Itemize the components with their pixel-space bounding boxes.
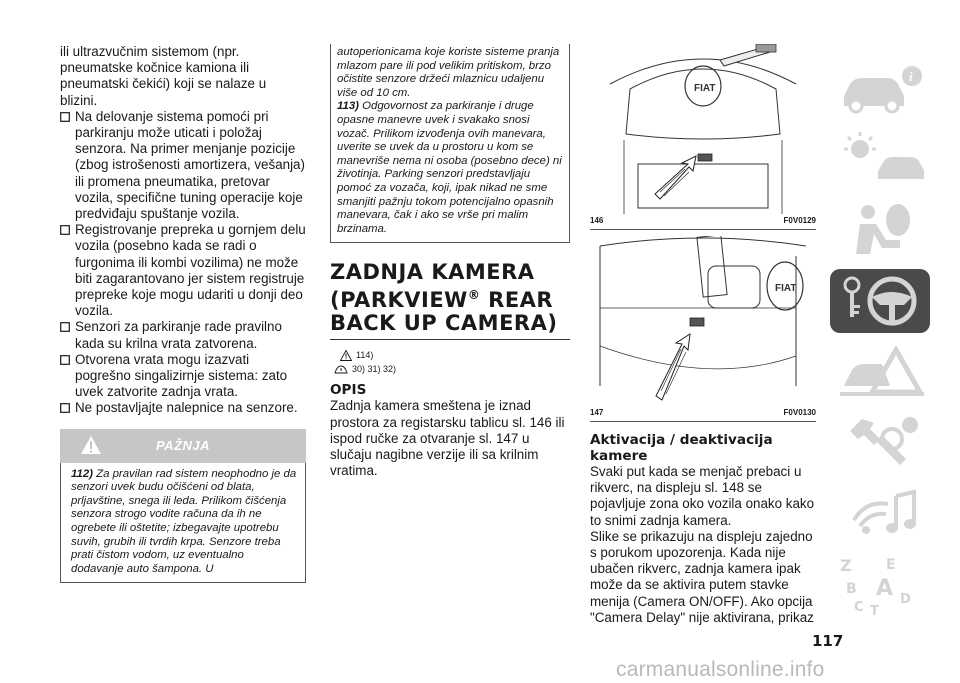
breakdown-warning-icon (830, 340, 930, 404)
chapter-sidebar (830, 56, 938, 624)
index-letter: A (876, 576, 894, 601)
index-letters-icon (830, 553, 930, 617)
activation-paragraph-1: Svaki put kada se menjač prebaci u rikverc, na displeju sl. 148 se pojavljuje zona oko vozila onako kako to snimi zadnja kamera. (590, 464, 815, 528)
subheading-opis: OPIS (330, 382, 367, 399)
rear-camera-plate-illustration (590, 44, 816, 230)
maintenance-tools-icon (830, 411, 930, 475)
warning-text: Za pravilan rad sistem neophodno je da senzori uvek budu očišćeni od blata, prljavštine, snega ili leda. Prilikom čišćenja senzora strogo vodite računa da ih ne ogrebete ili oštetite; izbegavajte upotrebu suvih, grubih ili tvrdih krpa. Senzore treba prati čistom vodom, uz eventualno dodavanje auto šampona. U (71, 467, 297, 575)
index-letter: B (846, 581, 857, 597)
warning-header (60, 429, 306, 463)
intro-paragraph: ili ultrazvučnim sistemom (npr. pneumatske kočnice kamiona ili pneumatski čekići) koji se nalaze u blizini. (60, 44, 267, 108)
warning-title: PAŽNJA (155, 437, 211, 453)
steering-wheel-key-icon (830, 269, 930, 333)
tab-maintenance[interactable] (830, 411, 930, 475)
note-number: 113) (337, 100, 359, 113)
index-letter: T (870, 604, 879, 617)
warning-triangle-icon (340, 350, 352, 361)
svg-text:FIAT: FIAT (694, 83, 716, 94)
bullet-item (60, 319, 306, 351)
dashboard-lights-icon (830, 127, 930, 191)
bullet-item (60, 109, 306, 222)
figure-146 (590, 44, 816, 230)
bullet-text: Senzori za parkiranje rade pravilno kada su krilna vrata zatvorena. (75, 319, 282, 351)
figure-number: 147 (590, 408, 604, 417)
bullet-item (60, 222, 306, 319)
warning-continuation-box (330, 44, 570, 243)
warning-body (60, 463, 306, 584)
watermark: carmanualsonline.info (616, 658, 825, 681)
index-letter: Z (840, 556, 852, 575)
safety-airbag-icon (830, 198, 930, 262)
checkbox-bullet-icon (60, 112, 70, 122)
reference-row (330, 348, 570, 362)
svg-text:FIAT: FIAT (775, 283, 797, 294)
figure-number: 146 (590, 216, 604, 225)
rear-camera-handle-illustration (590, 236, 816, 422)
index-letter: C (854, 600, 864, 615)
note-continuation: autoperionicama koje koriste sisteme pranja mlazom pare ili pod velikim pritiskom, brzo očistite senzore držeći mlaznicu udaljenu više od 10 cm. (337, 46, 560, 99)
activation-paragraph-2: Slike se prikazuju na displeju zajedno s porukom upozorenja. Kada nije ubačen rikverc, zadnja kamera ipak može da se aktivira putem stavke menija (Camera ON/OFF). Ako opcija "Camera Delay" nije aktivirana, prikaz (590, 528, 814, 625)
index-letter: D (900, 592, 911, 607)
reference-row (330, 362, 570, 376)
caution-hand-icon (334, 364, 348, 375)
tab-multimedia[interactable] (830, 482, 930, 546)
figure-code: F0V0130 (783, 408, 816, 417)
bullet-text: Na delovanje sistema pomoći pri parkiranju može uticati i položaj senzora. Na primer menjanje pozicije (zbog istrošenosti amortizera, vešanja) ili promena pneumatika, pretovar vozila, specifične tuning operacije koje predviđaju spuštanje vozila. (75, 108, 305, 222)
index-letter: E (886, 557, 896, 573)
tab-starting-driving[interactable] (830, 269, 930, 333)
bullet-text: Ne postavljajte nalepnice na senzore. (75, 400, 298, 416)
reference-number: 30) 31) 32) (352, 364, 397, 375)
column-3 (590, 44, 816, 626)
tab-car-info[interactable] (830, 56, 930, 120)
figure-code: F0V0129 (783, 216, 816, 225)
tab-index[interactable] (830, 553, 930, 617)
bullet-text: Otvorena vrata mogu izazvati pogrešno singalizirnje sistema: zato uvek zatvorite zadnja vrata. (75, 351, 288, 400)
note-text: Odgovornost za parkiranje i druge opasne manevre uvek i svakako snosi vozač. Prilikom izvođenja ovih manevara, uverite se uvek da u prostoru u kom se manevriše nema ni osoba (posebno dece) ni životinja. Parking senzori predstavljaju pomoć za vozača, koji, ipak nikad ne sme smanjiti pažnju tokom potencijalno opasnih manevara, čak i ako se vrše pri malim brzinama. (337, 100, 562, 235)
checkbox-bullet-icon (60, 403, 70, 413)
subheading-activation: Aktivacija / deaktivacija kamere (590, 432, 773, 464)
svg-text:i: i (909, 69, 913, 84)
multimedia-icon (830, 482, 930, 546)
section-title: ZADNJA KAMERA (PARKVIEW® REAR BACK UP CAMERA) (330, 261, 570, 340)
warning-number: 112) (71, 467, 93, 480)
reference-number: 114) (356, 350, 374, 361)
page-number: 117 (812, 632, 844, 650)
tab-emergency[interactable] (830, 340, 930, 404)
checkbox-bullet-icon (60, 322, 70, 332)
tab-dashboard-lights[interactable] (830, 127, 930, 191)
description-paragraph: Zadnja kamera smeštena je iznad prostora za registarsku tablicu sl. 146 ili ispod ručke za otvaranje sl. 147 u slučaju nagibne verzije ili sa krilnim vratima. (330, 398, 565, 479)
bullet-item (60, 352, 306, 401)
column-1 (60, 44, 306, 583)
bullet-text: Registrovanje prepreka u gornjem delu vozila (posebno kada se radi o furgonima ili kombi vozilima) ne može biti zagarantovano jer sistem registruje prepreke koje mogu udariti u donji deo vozila. (75, 222, 306, 319)
tab-safety[interactable] (830, 198, 930, 262)
figure-147 (590, 236, 816, 422)
checkbox-bullet-icon (60, 355, 70, 365)
bullet-item (60, 400, 306, 416)
warning-references (330, 348, 570, 376)
car-info-icon (830, 56, 930, 120)
checkbox-bullet-icon (60, 225, 70, 235)
column-2 (330, 44, 570, 479)
